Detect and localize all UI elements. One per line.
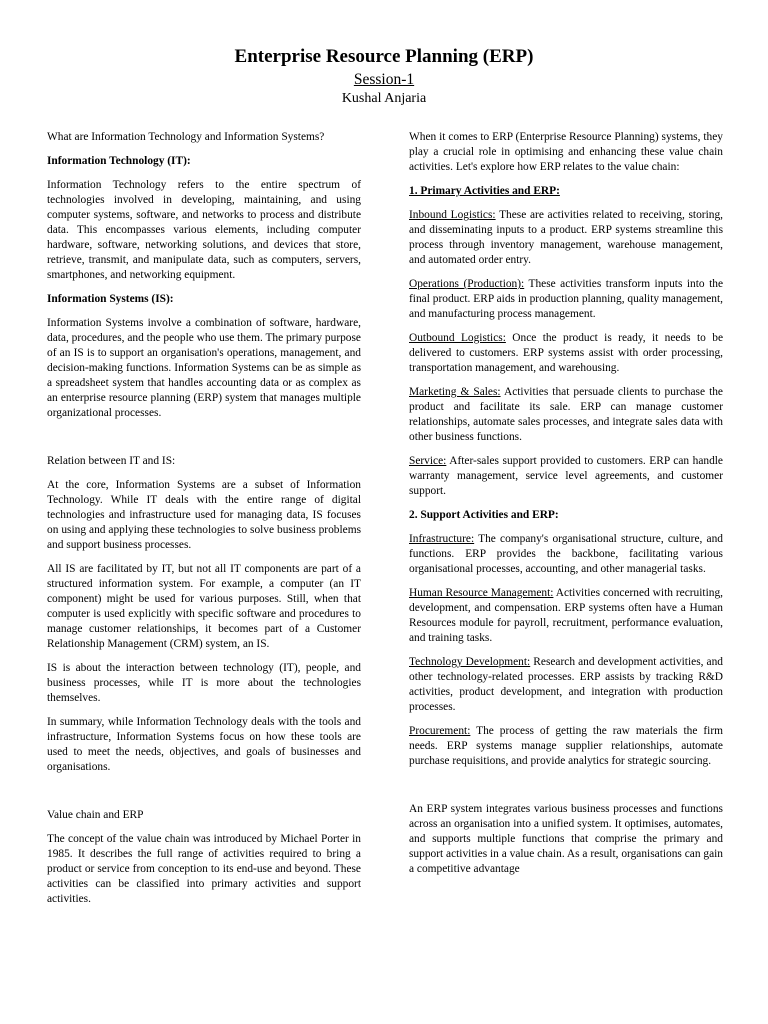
relation-heading: Relation between IT and IS: [47, 455, 176, 467]
support-activity-item [409, 586, 723, 646]
activity-text: The process of getting the raw materials the firm needs. ERP systems manage supplier relationships, automate purchase requisitions, and provide analytics for strategic sourcing. [409, 725, 723, 767]
is-heading: Information Systems (IS): [47, 293, 174, 305]
activity-text: The company's organisational structure, culture, and functions. ERP provides the backbone, facilitating various organisational processes, accounting, and other managerial tasks. [409, 533, 723, 575]
question-heading: What are Information Technology and Information Systems? [47, 131, 325, 143]
erp-closing-paragraph: An ERP system integrates various business processes and functions across an organisation into a unified system. It optimises, automates, and supports multiple functions that comprise the primary and support activities in a value chain. As a result, organisations can gain a competitive advantage [409, 803, 723, 875]
two-column-body [47, 130, 723, 916]
support-activity-item [409, 724, 723, 769]
value-chain-paragraph: The concept of the value chain was introduced by Michael Porter in 1985. It describes the full range of activities required to bring a product or service from conception to its end-use and beyond. These activities can be classified into primary activities and support activities. [47, 833, 361, 905]
primary-activity-item [409, 385, 723, 445]
activity-text: Once the product is ready, it needs to be delivered to customers. ERP systems assist with order processing, transportation management, and warehousing. [409, 332, 724, 374]
activity-text: After-sales support provided to customers. ERP can handle warranty management, service level agreements, and customer support. [409, 455, 723, 497]
left-column [47, 130, 361, 916]
activity-text: These activities transform inputs into the final product. ERP aids in production planning, quality management, and manufacturing process management. [409, 278, 723, 320]
it-heading: Information Technology (IT): [47, 155, 191, 167]
activity-text: Research and development activities, and other technology-related processes. ERP assists by tracking R&D activities, product development, and integration with production processes. [409, 656, 723, 713]
relation-paragraph-1: At the core, Information Systems are a subset of Information Technology. While IT deals with the entire range of digital technologies and infrastructure used for managing data, IS focuses on using and applying these technologies to solve business problems and support business processes. [47, 479, 361, 551]
activity-term: Inbound Logistics: [409, 209, 496, 221]
activity-term: Technology Development: [409, 656, 531, 668]
value-chain-heading: Value chain and ERP [47, 809, 144, 821]
support-activity-item [409, 655, 723, 715]
spacer [47, 784, 361, 808]
activity-term: Operations (Production): [409, 278, 525, 290]
primary-activity-item [409, 454, 723, 499]
erp-intro-paragraph: When it comes to ERP (Enterprise Resource Planning) systems, they play a crucial role in optimising and enhancing these value chain activities. Let's explore how ERP relates to the value chain: [409, 131, 723, 173]
activity-term: Marketing & Sales: [409, 386, 501, 398]
relation-paragraph-4: In summary, while Information Technology deals with the tools and infrastructure, Information Systems focus on how these tools are used to meet the needs, objectives, and goals of businesses and organisations. [47, 716, 361, 773]
author-name: Kushal Anjaria [341, 91, 427, 106]
spacer [47, 430, 361, 454]
activity-term: Infrastructure: [409, 533, 475, 545]
activity-term: Procurement: [409, 725, 471, 737]
activity-text: These are activities related to receiving, storing, and disseminating inputs to a product. ERP systems streamline this process through inventory management, warehouse management, and automated order entry. [409, 209, 723, 266]
relation-paragraph-2: All IS are facilitated by IT, but not all IT components are part of a structured information system. For example, a computer (an IT component) might be used for various purposes. Still, when that computer is used explicitly with specific software and procedures to manage customer relationships, it becomes part of a Customer Relationship Management (CRM) system, an IS. [47, 563, 361, 650]
it-paragraph: Information Technology refers to the entire spectrum of technologies involved in developing, maintaining, and using computer systems, software, and networks to process and distribute data. This encompasses various elements, including computer hardware, software, networking solutions, and devices that store, retrieve, transmit, and manipulate data, such as computers, servers, smartphones, and networking equipment. [47, 179, 361, 281]
primary-activities-heading: 1. Primary Activities and ERP: [409, 185, 560, 197]
activity-term: Service: [409, 455, 447, 467]
activity-text: Activities that persuade clients to purchase the product and facilitate its sale. ERP can manage customer relationships, automate sales processes, and integrate sales data with other business functions. [409, 386, 723, 443]
primary-activity-item [409, 208, 723, 268]
is-paragraph: Information Systems involve a combination of software, hardware, data, procedures, and the people who use them. The primary purpose of an IS is to support an organisation's operations, management, and decision-making functions. Information Systems can be as simple as a spreadsheet system that handles accounting data or as complex as an enterprise resource planning (ERP) system that manages multiple organizational processes. [47, 317, 361, 419]
relation-paragraph-3: IS is about the interaction between technology (IT), people, and business processes, while IT is more about the technologies themselves. [47, 662, 361, 704]
primary-activity-item [409, 277, 723, 322]
activity-text: Activities concerned with recruiting, development, and compensation. ERP systems often have a Human Resources module for payroll, recruitment, performance evaluation, and training tasks. [409, 587, 723, 644]
session-label: Session-1 [353, 71, 415, 88]
document-title: Enterprise Resource Planning (ERP) [234, 46, 534, 67]
support-activity-item [409, 532, 723, 577]
primary-activity-item [409, 331, 723, 376]
document-header [0, 0, 768, 108]
activity-term: Outbound Logistics: [409, 332, 506, 344]
activity-term: Human Resource Management: [409, 587, 554, 599]
support-activities-heading: 2. Support Activities and ERP: [409, 509, 559, 521]
right-column [409, 130, 723, 916]
spacer [409, 778, 723, 802]
